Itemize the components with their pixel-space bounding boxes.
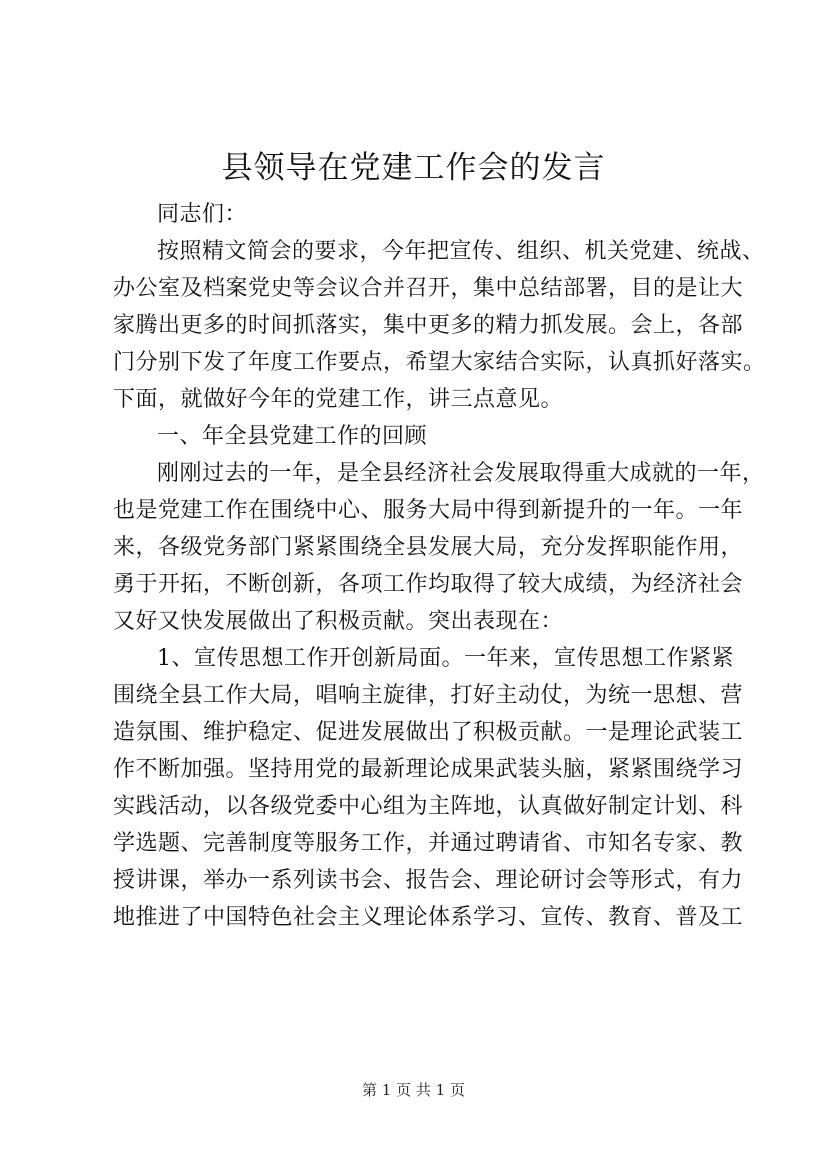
paragraph-line: 学选题、完善制度等服务工作，并通过聘请省、市知名专家、教 <box>113 831 744 856</box>
paragraph-line: 按照精文简会的要求，今年把宣传、组织、机关党建、统战、 <box>157 239 765 264</box>
paragraph-line: 授讲课，举办一系列读书会、报告会、理论研讨会等形式，有力 <box>113 868 744 893</box>
paragraph-line: 又好又快发展做出了积极贡献。突出表现在： <box>113 609 564 634</box>
paragraph-line: 作不断加强。坚持用党的最新理论成果武装头脑，紧紧围绕学习 <box>113 757 744 782</box>
paragraph-line: 来，各级党务部门紧紧围绕全县发展大局，充分发挥职能作用， <box>113 535 744 560</box>
paragraph-line: 家腾出更多的时间抓落实，集中更多的精力抓发展。会上，各部 <box>113 313 744 338</box>
paragraph-line: 也是党建工作在围绕中心、服务大局中得到新提升的一年。一年 <box>113 498 744 523</box>
paragraph-line: 围绕全县工作大局，唱响主旋律，打好主动仗，为统一思想、营 <box>113 683 744 708</box>
paragraph-line: 下面，就做好今年的党建工作，讲三点意见。 <box>113 387 564 412</box>
document-body <box>113 196 766 936</box>
paragraph-line: 实践活动，以各级党委中心组为主阵地，认真做好制定计划、科 <box>113 794 744 819</box>
paragraph-line: 勇于开拓，不断创新，各项工作均取得了较大成绩，为经济社会 <box>113 572 744 597</box>
paragraph-line: 刚刚过去的一年，是全县经济社会发展取得重大成就的一年， <box>157 461 765 486</box>
paragraph-line: 门分别下发了年度工作要点，希望大家结合实际，认真抓好落实。 <box>113 350 766 375</box>
paragraph-line: 办公室及档案党史等会议合并召开，集中总结部署，目的是让大 <box>113 276 744 301</box>
paragraph-line: 同志们： <box>157 202 248 227</box>
page-footer: 第 1 页 共 1 页 <box>362 1081 465 1099</box>
paragraph-line: 造氛围、维护稳定、促进发展做出了积极贡献。一是理论武装工 <box>113 720 744 745</box>
paragraph-line: 1、宣传思想工作开创新局面。一年来，宣传思想工作紧紧 <box>157 646 734 671</box>
paragraph-line: 地推进了中国特色社会主义理论体系学习、宣传、教育、普及工 <box>113 905 744 930</box>
section-heading: 一、年全县党建工作的回顾 <box>157 424 428 449</box>
page-title: 县领导在党建工作会的发言 <box>221 150 606 186</box>
